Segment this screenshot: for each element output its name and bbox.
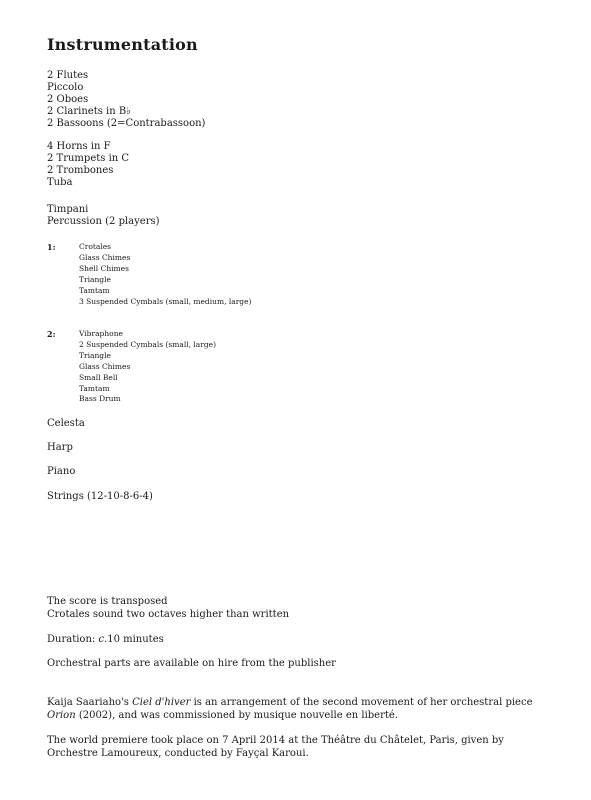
transposition-notes bbox=[47, 596, 547, 621]
list-item: 2 Trombones bbox=[47, 165, 114, 176]
list-item: Small Bell bbox=[79, 372, 118, 382]
list-item: 2 Bassoons (2=Contrabassoon) bbox=[47, 118, 206, 129]
about-prefix: Kaija Saariaho's bbox=[47, 697, 133, 708]
list-item: 3 Suspended Cymbals (small, medium, large) bbox=[79, 296, 252, 306]
score-transposed-note: The score is transposed bbox=[47, 596, 168, 607]
list-item: Vibraphone bbox=[79, 329, 123, 338]
list-item: 2 Suspended Cymbals (small, large) bbox=[79, 339, 217, 349]
about-middle: is an arrangement of the second movement of her orchestral piece bbox=[190, 697, 533, 708]
list-item: Crotales bbox=[79, 242, 112, 251]
player-1-instruments bbox=[79, 242, 251, 307]
list-item: Tamtam bbox=[79, 383, 110, 393]
list-item: Triangle bbox=[79, 274, 111, 284]
list-item: Glass Chimes bbox=[79, 361, 131, 371]
list-item: 2 Flutes bbox=[47, 70, 89, 81]
duration-line bbox=[47, 634, 547, 647]
about-suffix: (2002), and was commissioned by musique nouvelle en liberté. bbox=[75, 709, 398, 721]
parts-note: Orchestral parts are available on hire from the publisher bbox=[47, 658, 336, 669]
about-paragraph-1 bbox=[47, 697, 547, 722]
list-item: Piccolo bbox=[47, 82, 84, 93]
page-title: Instrumentation bbox=[47, 35, 198, 54]
list-item: Percussion (2 players) bbox=[47, 216, 160, 227]
strings-line: Strings (12-10-8-6-4) bbox=[47, 491, 153, 502]
list-item: Bass Drum bbox=[79, 394, 121, 404]
piano-line: Piano bbox=[47, 466, 76, 477]
percussion-header bbox=[47, 204, 160, 228]
player-2-number: 2: bbox=[47, 329, 56, 339]
about-paragraph-2: The world premiere took place on 7 April 2014 at the Théâtre du Châtelet, Paris, given by Orchestre Lamoureux, conducted by Fayçal Karoui. bbox=[47, 735, 504, 759]
player-2-instruments bbox=[79, 329, 216, 405]
list-item: 4 Horns in F bbox=[47, 141, 111, 152]
list-item: Timpani bbox=[47, 204, 89, 215]
duration-value: c.10 minutes bbox=[98, 634, 164, 645]
player-1-number: 1: bbox=[47, 242, 56, 252]
brass-list bbox=[47, 141, 129, 189]
list-item: Tamtam bbox=[79, 285, 110, 295]
list-item: Shell Chimes bbox=[79, 263, 129, 273]
orion-title: Orion bbox=[47, 709, 76, 721]
work-title: Ciel d'hiver bbox=[132, 697, 191, 708]
crotales-note: Crotales sound two octaves higher than written bbox=[47, 608, 290, 620]
list-item: 2 Clarinets in B♭ bbox=[47, 106, 131, 117]
woodwinds-list bbox=[47, 70, 205, 130]
celesta-line: Celesta bbox=[47, 418, 85, 429]
list-item: Glass Chimes bbox=[79, 252, 131, 262]
duration-label: Duration: bbox=[47, 634, 96, 645]
harp-line: Harp bbox=[47, 442, 73, 453]
list-item: Tuba bbox=[47, 177, 73, 188]
list-item: 2 Trumpets in C bbox=[47, 153, 130, 164]
list-item: Triangle bbox=[79, 350, 111, 360]
list-item: 2 Oboes bbox=[47, 94, 89, 105]
